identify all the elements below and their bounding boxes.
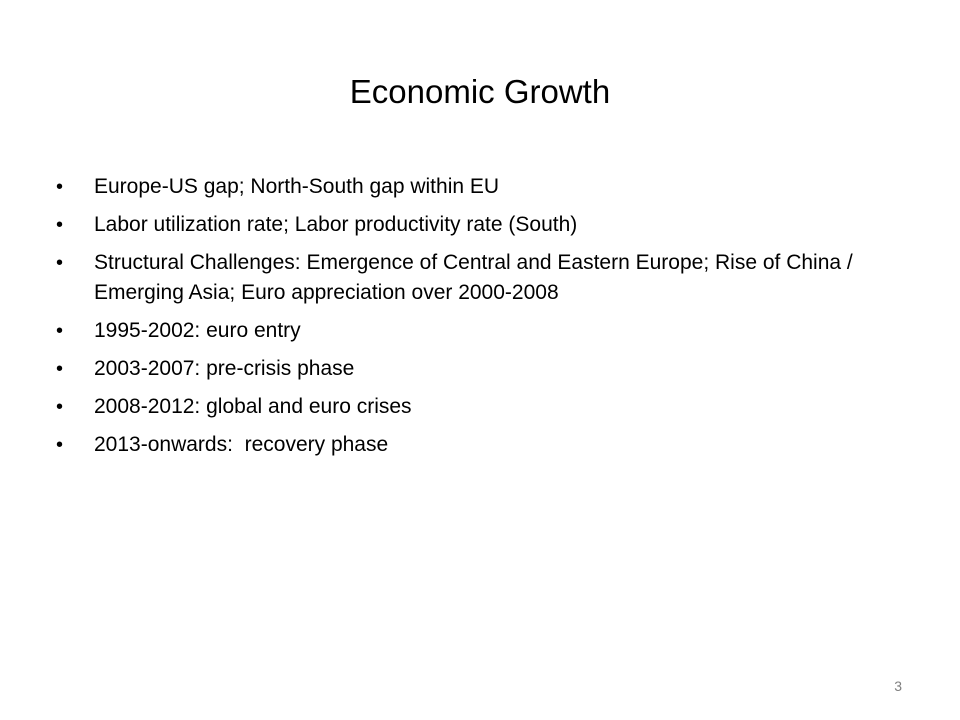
bullet-list xyxy=(56,172,906,468)
bullet-item xyxy=(56,172,906,202)
bullet-item xyxy=(56,430,906,460)
bullet-item xyxy=(56,248,906,308)
bullet-item xyxy=(56,210,906,240)
slide-title: Economic Growth xyxy=(349,73,611,110)
bullet-icon: • xyxy=(56,396,64,418)
bullet-item xyxy=(56,354,906,384)
bullet-icon: • xyxy=(56,176,64,198)
bullet-text: 2003-2007: pre-crisis phase xyxy=(94,357,355,380)
bullet-text: Europe-US gap; North-South gap within EU xyxy=(94,175,500,198)
bullet-item xyxy=(56,392,906,422)
bullet-icon: • xyxy=(56,320,64,342)
bullet-text: 2008-2012: global and euro crises xyxy=(94,395,412,418)
bullet-icon: • xyxy=(56,252,64,274)
bullet-text: 2013-onwards: recovery phase xyxy=(94,433,389,456)
page-number: 3 xyxy=(894,678,902,694)
bullet-text: Labor utilization rate; Labor productivity rate (South) xyxy=(94,213,578,236)
bullet-icon: • xyxy=(56,434,64,456)
bullet-icon: • xyxy=(56,358,64,380)
bullet-item xyxy=(56,316,906,346)
bullet-icon: • xyxy=(56,214,64,236)
bullet-text: 1995-2002: euro entry xyxy=(94,319,301,342)
bullet-text: Structural Challenges: Emergence of Central and Eastern Europe; Rise of China / Emerging Asia; Euro appreciation over 2000-2008 xyxy=(94,251,859,304)
